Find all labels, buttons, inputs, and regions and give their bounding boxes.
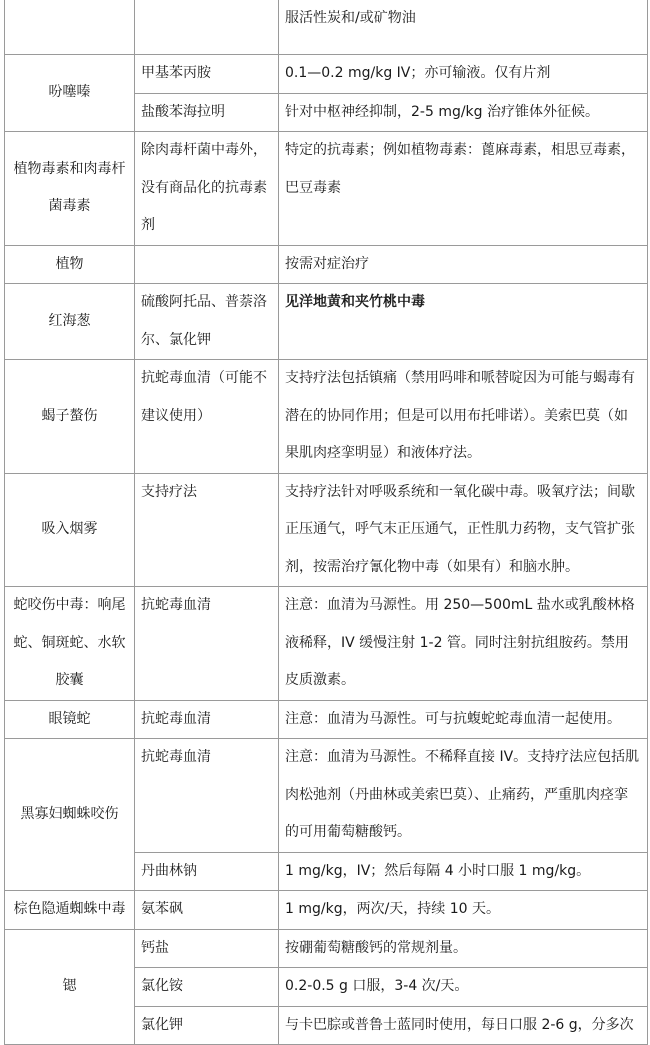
- treatment-cell: 服活性炭和/或矿物油: [279, 0, 648, 55]
- antidote-cell: 钙盐: [135, 929, 279, 968]
- treatment-cell: 特定的抗毒素；例如植物毒素：蓖麻毒素，相思豆毒素，巴豆毒素: [279, 132, 648, 246]
- antidote-cell: 抗蛇毒血清: [135, 739, 279, 853]
- antidote-cell: 盐酸苯海拉明: [135, 93, 279, 132]
- antidote-cell: 氯化钾: [135, 1006, 279, 1045]
- antidote-cell: 抗蛇毒血清: [135, 587, 279, 701]
- treatment-cell: 与卡巴腙或普鲁士蓝同时使用，每日口服 2-6 g，分多次: [279, 1006, 648, 1045]
- treatment-cell: 见洋地黄和夹竹桃中毒: [279, 284, 648, 360]
- table-row: [5, 587, 648, 701]
- table-row: [5, 284, 648, 360]
- antidote-cell: 甲基苯丙胺: [135, 55, 279, 94]
- treatment-cell: 0.1—0.2 mg/kg IV；亦可输液。仅有片剂: [279, 55, 648, 94]
- antidote-cell: [135, 245, 279, 284]
- poison-cell: 蛇咬伤中毒：响尾蛇、铜斑蛇、水软胶囊: [5, 587, 135, 701]
- antidote-cell: 支持疗法: [135, 473, 279, 587]
- table-row: [5, 132, 648, 246]
- treatment-cell: 0.2-0.5 g 口服，3-4 次/天。: [279, 968, 648, 1007]
- treatment-cell: 注意：血清为马源性。可与抗蝮蛇蛇毒血清一起使用。: [279, 700, 648, 739]
- antidote-cell: [135, 0, 279, 55]
- table-row: [5, 700, 648, 739]
- antidote-cell: 丹曲林钠: [135, 852, 279, 891]
- antidote-cell: 抗蛇毒血清（可能不建议使用）: [135, 360, 279, 474]
- antidote-cell: 除肉毒杆菌中毒外，没有商品化的抗毒素剂: [135, 132, 279, 246]
- treatment-cell: 按需对症治疗: [279, 245, 648, 284]
- treatment-cell: 支持疗法包括镇痛（禁用吗啡和哌替啶因为可能与蝎毒有潜在的协同作用；但是可以用布托啡诺）。美索巴莫（如果肌肉痉挛明显）和液体疗法。: [279, 360, 648, 474]
- treatment-cell: 1 mg/kg，两次/天，持续 10 天。: [279, 891, 648, 930]
- poison-cell: 植物: [5, 245, 135, 284]
- poison-cell: 眼镜蛇: [5, 700, 135, 739]
- antidote-cell: 抗蛇毒血清: [135, 700, 279, 739]
- antidote-cell: 氯化铵: [135, 968, 279, 1007]
- poison-cell: 蝎子螯伤: [5, 360, 135, 474]
- poison-cell: [5, 0, 135, 55]
- table-row: [5, 473, 648, 587]
- treatment-cell: 1 mg/kg，IV；然后每隔 4 小时口服 1 mg/kg。: [279, 852, 648, 891]
- table-row: [5, 245, 648, 284]
- poison-cell: 吸入烟雾: [5, 473, 135, 587]
- poison-cell: 锶: [5, 929, 135, 1045]
- poison-cell: 红海葱: [5, 284, 135, 360]
- poison-cell: 植物毒素和肉毒杆菌毒素: [5, 132, 135, 246]
- table-row: [5, 929, 648, 968]
- treatment-cell: 注意：血清为马源性。用 250—500mL 盐水或乳酸林格液稀释，IV 缓慢注射 1-2 管。同时注射抗组胺药。禁用皮质激素。: [279, 587, 648, 701]
- table-row: [5, 891, 648, 930]
- poison-cell: 黑寡妇蜘蛛咬伤: [5, 739, 135, 891]
- table-row: [5, 55, 648, 94]
- antidote-cell: 硫酸阿托品、普萘洛尔、氯化钾: [135, 284, 279, 360]
- treatment-cell: 针对中枢神经抑制，2-5 mg/kg 治疗锥体外征候。: [279, 93, 648, 132]
- antidote-cell: 氨苯砜: [135, 891, 279, 930]
- treatment-cell: 注意：血清为马源性。不稀释直接 IV。支持疗法应包括肌肉松弛剂（丹曲林或美索巴莫）、止痛药，严重肌肉痉挛的可用葡萄糖酸钙。: [279, 739, 648, 853]
- table-row: [5, 0, 648, 55]
- table-row: [5, 360, 648, 474]
- antidote-table: [4, 0, 648, 1045]
- table-row: [5, 739, 648, 853]
- poison-cell: 吩噻嗪: [5, 55, 135, 132]
- treatment-cell: 支持疗法针对呼吸系统和一氧化碳中毒。吸氧疗法；间歇正压通气，呼气末正压通气，正性肌力药物，支气管扩张剂，按需治疗氰化物中毒（如果有）和脑水肿。: [279, 473, 648, 587]
- poison-cell: 棕色隐遁蜘蛛中毒: [5, 891, 135, 930]
- treatment-cell: 按硼葡萄糖酸钙的常规剂量。: [279, 929, 648, 968]
